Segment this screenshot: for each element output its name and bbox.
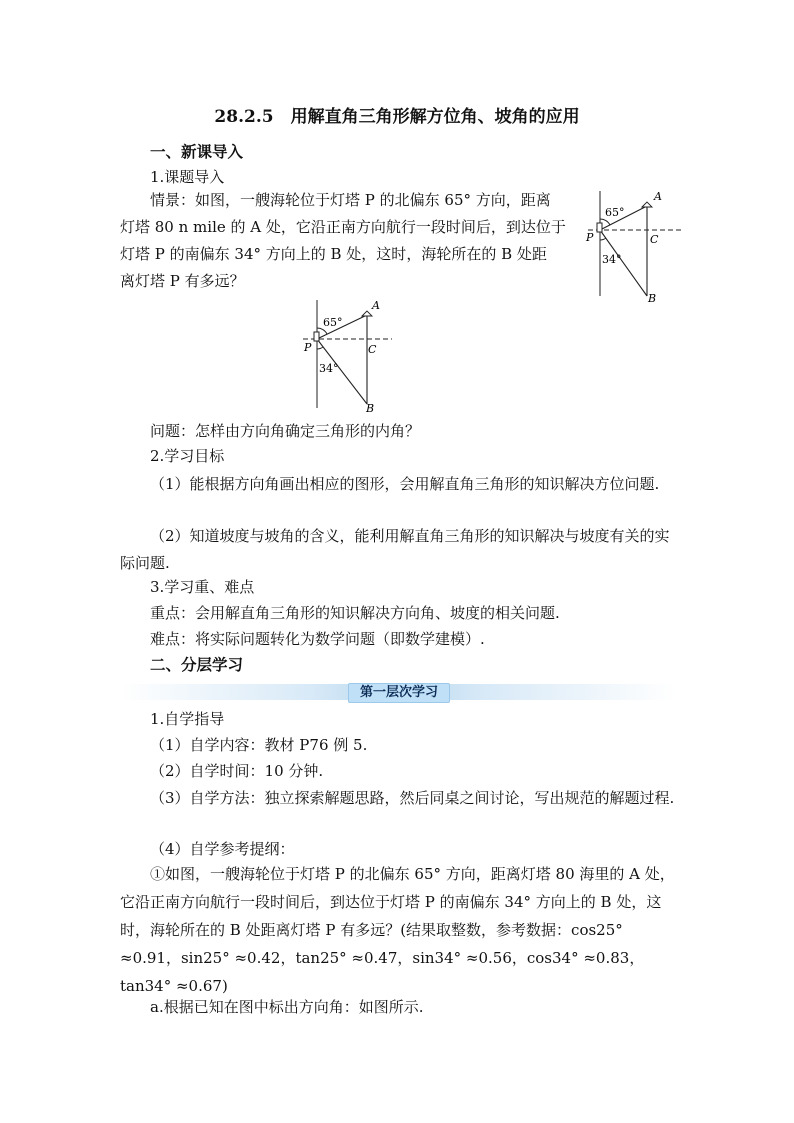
guide-title: 1.自学指导 — [150, 710, 225, 728]
lighthouse-diagram-center — [298, 296, 398, 416]
problem-text: ①如图，一艘海轮位于灯塔 P 的北偏东 65° 方向，距离灯塔 80 海里的 A 处，它沿正南方向航行一段时间后，到达位于灯塔 P 的南偏东 34° 方向上的 B 处，这时，海轮所在的 B 处距离灯塔 P 有多远？(结果取整数，参考数据：cos25° ≈0.91，sin25° ≈0.42，tan25° ≈0.47，sin34° ≈0.56，cos34° ≈0.83，tan34° ≈0.67) — [120, 865, 675, 995]
small-label-P: P — [586, 231, 594, 244]
section-heading-layered: 二、分层学习 — [150, 655, 244, 674]
small-label-C: C — [650, 233, 659, 246]
intro-line-1: 情景：如图，一艘海轮位于灯塔 P 的北偏东 65° 方向，距离 — [150, 191, 551, 209]
subheading-goals: 2.学习目标 — [150, 447, 225, 465]
guide-item-2: （2）自学时间：10 分钟. — [150, 762, 324, 780]
difficulty-text: 难点：将实际问题转化为数学问题（即数学建模）. — [150, 630, 485, 648]
center-label-C: C — [368, 343, 377, 356]
key-point-text: 重点：会用解直角三角形的知识解决方向角、坡度的相关问题. — [150, 604, 560, 622]
level-banner-label: 第一层次学习 — [348, 683, 450, 703]
guide-item-3: （3）自学方法：独立探索解题思路，然后同桌之间讨论，写出规范的解题过程. — [150, 789, 675, 807]
center-label-A: A — [372, 299, 380, 312]
lighthouse-diagram-small — [584, 186, 684, 308]
page-title: 28.2.5 用解直角三角形解方位角、坡角的应用 — [214, 107, 580, 127]
center-label-B: B — [366, 402, 375, 415]
small-label-A: A — [654, 190, 662, 203]
center-label-P: P — [304, 341, 312, 354]
question-text: 问题：怎样由方向角确定三角形的内角？ — [150, 422, 421, 440]
small-angle-34-label: 34° — [602, 253, 622, 266]
subheading-topic-intro: 1.课题导入 — [150, 168, 225, 186]
center-angle-34-label: 34° — [319, 362, 339, 375]
step-a-text: a.根据已知在图中标出方向角：如图所示. — [150, 998, 424, 1016]
guide-item-4: （4）自学参考提纲： — [150, 840, 295, 858]
center-angle-65-label: 65° — [323, 316, 343, 329]
subheading-key-points: 3.学习重、难点 — [150, 578, 255, 596]
goal-2: （2）知道坡度与坡角的含义，能利用解直角三角形的知识解决与坡度有关的实际问题. — [120, 527, 670, 572]
goal-1: （1）能根据方向角画出相应的图形，会用解直角三角形的知识解决方位问题. — [150, 475, 660, 493]
intro-line-4: 离灯塔 P 有多远？ — [120, 272, 245, 290]
intro-line-3: 灯塔 P 的南偏东 34° 方向上的 B 处，这时，海轮所在的 B 处距 — [120, 245, 547, 263]
small-label-B: B — [648, 292, 657, 305]
guide-item-1: （1）自学内容：教材 P76 例 5. — [150, 736, 368, 754]
small-angle-65-label: 65° — [605, 206, 625, 219]
intro-line-2: 灯塔 80 n mile 的 A 处，它沿正南方向航行一段时间后，到达位于 — [120, 218, 566, 236]
section-heading-intro: 一、新课导入 — [150, 142, 244, 161]
